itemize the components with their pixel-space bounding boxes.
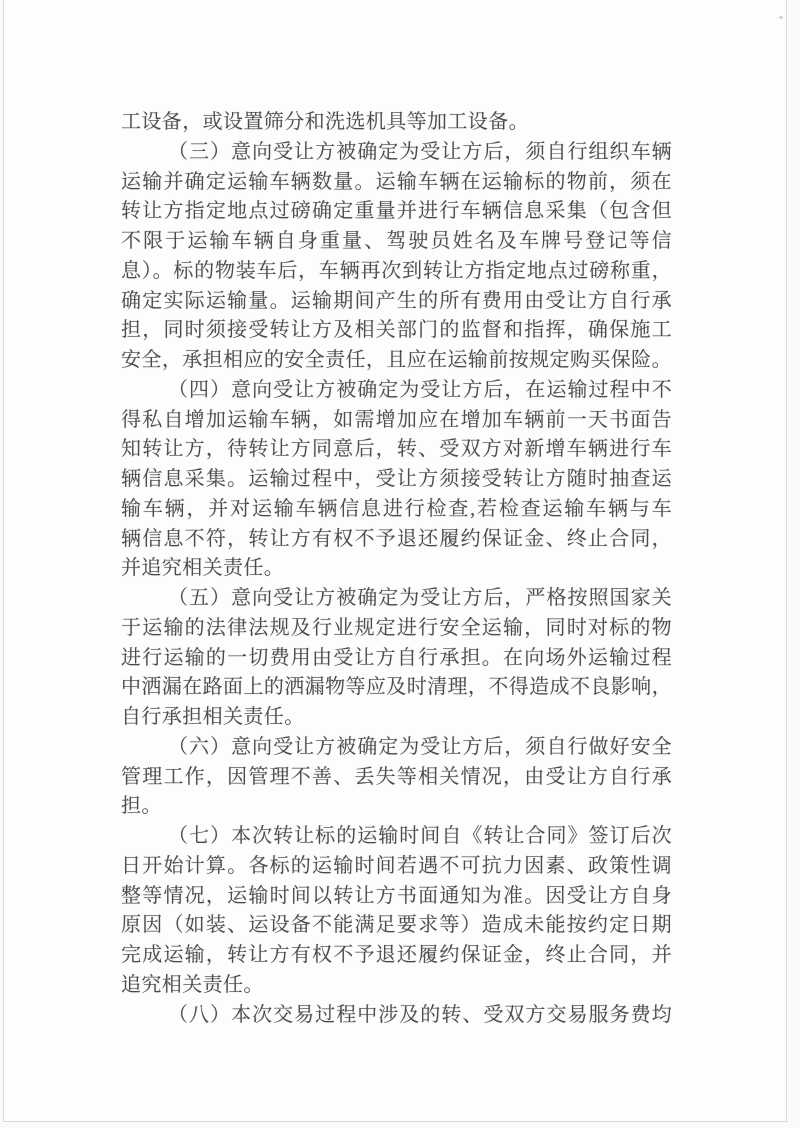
text-line: 日开始计算。各标的运输时间若遇不可抗力因素、政策性调 [121,854,672,877]
text-line: （四）意向受让方被确定为受让方后，在运输过程中不 [168,378,672,401]
text-line: 追究相关责任。 [121,973,264,996]
text-line: （五）意向受让方被确定为受让方后，严格按照国家关 [168,587,672,609]
text-line: 辆信息采集。运输过程中，受让方须接受转让方随时抽查运 [121,468,672,490]
text-line: 运输并确定运输车辆数量。运输车辆在运输标的物前，须在 [121,170,672,193]
scan-speck [779,16,783,19]
text-line: 不限于运输车辆自身重量、驾驶员姓名及车牌号登记等信 [121,230,672,252]
text-line: 担，同时须接受转让方及相关部门的监督和指挥，确保施工 [121,319,672,342]
text-line: 工设备，或设置筛分和洗选机具等加工设备。 [121,111,529,133]
text-line: 原因（如装、运设备不能满足要求等）造成未能按约定日期 [121,914,672,937]
text-line: 安全，承担相应的安全责任，且应在运输前按规定购买保险。 [121,349,672,371]
document-lines [121,108,672,1030]
text-line: 知转让方，待转让方同意后，转、受双方对新增车辆进行车 [121,438,672,461]
text-line: 输车辆，并对运输车辆信息进行检查,若检查运输车辆与车 [121,497,672,520]
text-line: 辆信息不符，转让方有权不予退还履约保证金、终止合同， [121,527,672,550]
text-line: 进行运输的一切费用由受让方自行承担。在向场外运输过程 [121,646,672,669]
document-page [3,0,787,1122]
text-line: （七）本次转让标的运输时间自《转让合同》签订后次 [168,825,672,847]
text-line: 自行承担相关责任。 [121,706,305,728]
text-line: （三）意向受让方被确定为受让方后，须自行组织车辆 [168,140,672,163]
text-line: 中洒漏在路面上的洒漏物等应及时清理，不得造成不良影响， [121,676,672,699]
text-line: 完成运输，转让方有权不予退还履约保证金，终止合同，并 [121,944,672,966]
text-line: 担。 [121,795,162,818]
text-line: 于运输的法律法规及行业规定进行安全运输，同时对标的物 [121,616,672,639]
text-line: （六）意向受让方被确定为受让方后，须自行做好安全 [168,735,672,758]
text-line: 息）。标的物装车后，车辆再次到转让方指定地点过磅称重， [121,259,672,282]
text-line: 整等情况，运输时间以转让方书面通知为准。因受让方自身 [121,884,672,907]
text-line: 确定实际运输量。运输期间产生的所有费用由受让方自行承 [121,289,672,312]
text-line: 并追究相关责任。 [121,557,285,580]
text-line: 得私自增加运输车辆，如需增加应在增加车辆前一天书面告 [121,408,672,431]
text-line: （八）本次交易过程中涉及的转、受双方交易服务费均 [168,1003,672,1026]
text-line: 转让方指定地点过磅确定重量并进行车辆信息采集（包含但 [121,200,672,223]
text-line: 管理工作，因管理不善、丢失等相关情况，由受让方自行承 [121,765,672,788]
